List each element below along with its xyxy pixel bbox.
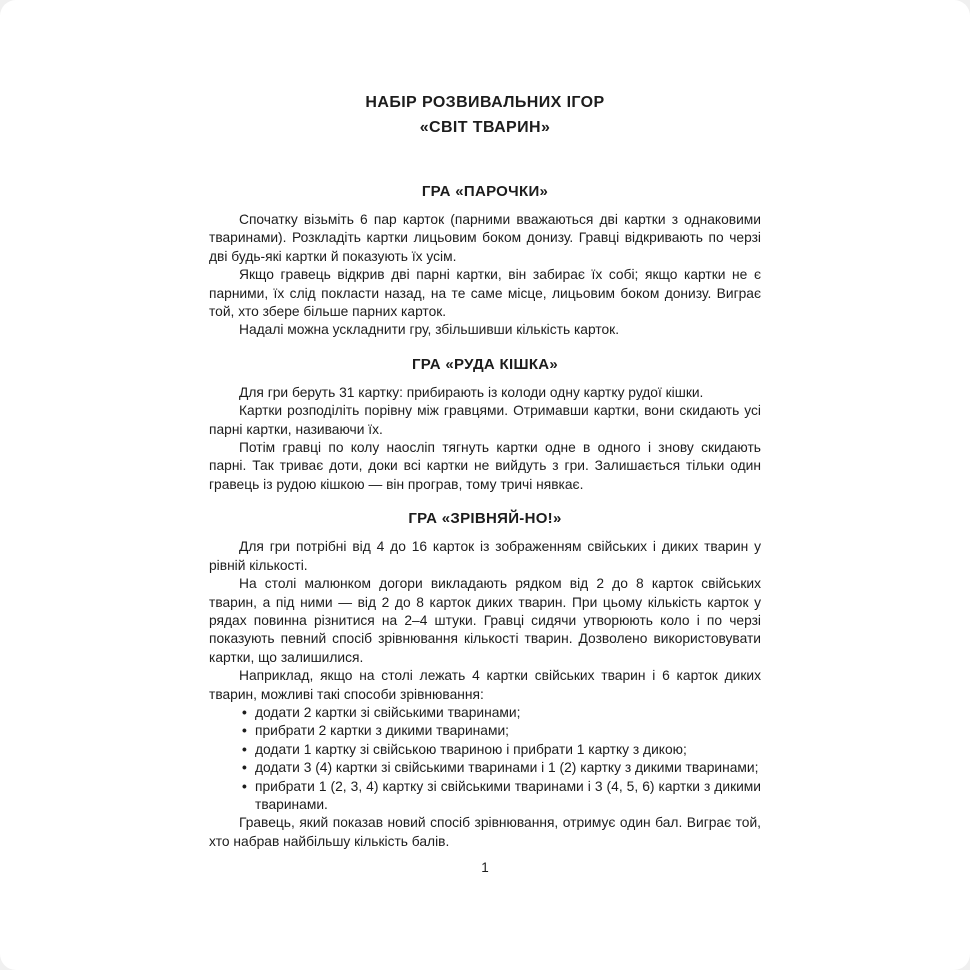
list-item-text: додати 1 картку зі свійською твариною і прибрати 1 картку з дикою; (255, 741, 687, 757)
page-title (209, 90, 761, 140)
page-title-line-1: НАБІР РОЗВИВАЛЬНИХ ІГОР (365, 94, 605, 111)
list-item (209, 722, 761, 740)
bullet-icon: • (242, 760, 247, 776)
paragraph: Для гри потрібні від 4 до 16 карток із зображенням свійських і диких тварин у рівній кількості. (209, 539, 761, 573)
list-item-text: прибрати 2 картки з дикими тваринами; (255, 723, 509, 739)
paragraph: Гравець, який показав новий спосіб зрівнювання, отримує один бал. Виграє той, хто набрав найбільшу кількість балів. (209, 815, 761, 849)
paragraph: Наприклад, якщо на столі лежать 4 картки свійських тварин і 6 карток диких тварин, можливі такі способи зрівнювання: (209, 668, 761, 702)
paragraph: Потім гравці по колу наосліп тягнуть картки одне в одного і знову скидають парні. Так триває доти, доки всі картки не вийдуть з гри. Залишається тільки один гравець із рудою кішкою — він програв, тому тричі нявкає. (209, 440, 761, 492)
bullet-icon: • (242, 778, 247, 794)
section-heading-zrivnyai-no: ГРА «ЗРІВНЯЙ-НО!» (408, 510, 562, 528)
section-heading-ruda-kishka: ГРА «РУДА КІШКА» (411, 355, 559, 373)
section-heading-parochky: ГРА «ПАРОЧКИ» (421, 183, 549, 200)
list-item (209, 704, 761, 722)
paragraph: Спочатку візьміть 6 пар карток (парними вважаються дві картки з однаковими тваринами). Розкладіть картки лицьовим боком донизу. Гравці відкривають по черзі дві будь-які картки й показують їх усім. (209, 212, 761, 264)
paragraph: Якщо гравець відкрив дві парні картки, він забирає їх собі; якщо картки не є парними, їх слід покласти назад, на те саме місце, лицьовим боком донизу. Виграє той, хто збере більше парних карток. (209, 267, 761, 320)
list-item-text: додати 3 (4) картки зі свійськими тваринами і 1 (2) картку з дикими тваринами; (255, 760, 759, 776)
bullet-icon: • (242, 704, 247, 720)
paragraph: Картки розподіліть порівну між гравцями. Отримавши картки, вони скидають усі парні картки, називаючи їх. (209, 403, 761, 437)
bullet-icon: • (242, 741, 247, 757)
bullet-list (209, 704, 761, 814)
list-item (209, 759, 761, 777)
page-title-line-2: «СВІТ ТВАРИН» (419, 119, 551, 136)
bullet-icon: • (242, 723, 247, 739)
text-block (209, 0, 761, 878)
list-item (209, 741, 761, 759)
paragraph: На столі малюнком догори викладають рядком від 2 до 8 карток свійських тварин, а під ними — від 2 до 8 карток диких тварин. При цьому кількість карток у рядах повинна різнитися на 2–4 штуки. Гравці сидячи утворюють коло і по черзі показують певний спосіб зрівнювання кількості тварин. Дозволено використовувати картки, що залишилися. (209, 576, 761, 665)
paragraph: Для гри беруть 31 картку: прибирають із колоди одну картку рудої кішки. (239, 384, 704, 400)
list-item (209, 778, 761, 815)
page-number: 1 (481, 860, 489, 876)
list-item-text: додати 2 картки зі свійськими тваринами; (255, 704, 521, 720)
list-item-text: прибрати 1 (2, 3, 4) картку зі свійськими тваринами і 3 (4, 5, 6) картки з дикими тваринами. (255, 778, 761, 812)
paragraph: Надалі можна ускладнити гру, збільшивши кількість карток. (239, 322, 620, 338)
